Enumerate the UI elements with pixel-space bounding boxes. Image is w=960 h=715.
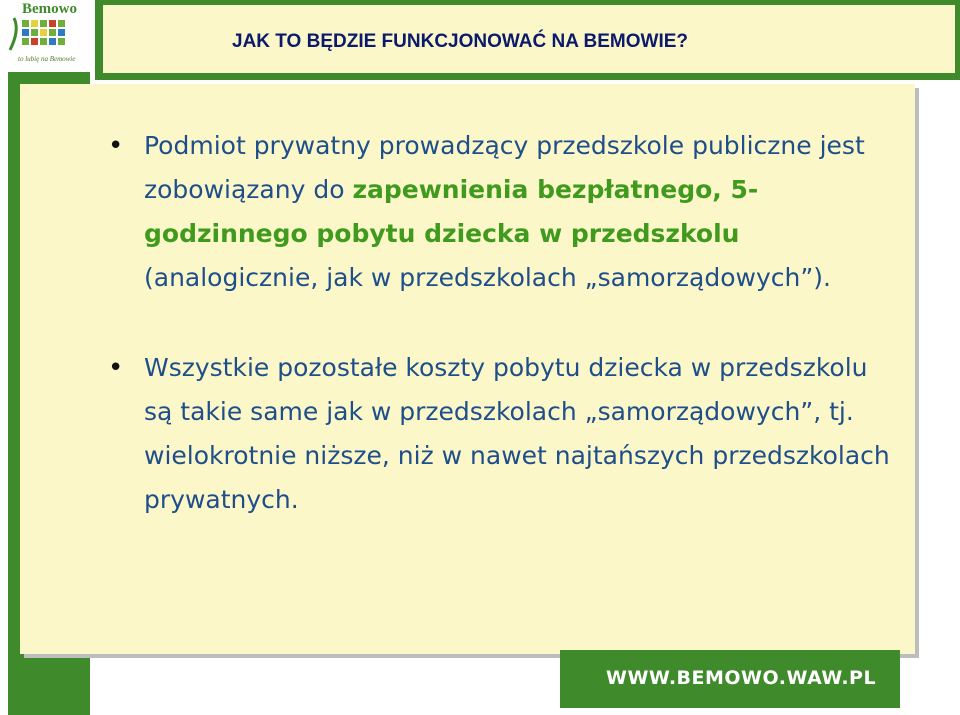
list-item [100, 124, 890, 300]
logo-name: Bemowo [22, 1, 77, 17]
bullet-icon: • [108, 353, 124, 383]
bullet-icon: • [108, 131, 124, 161]
bemowo-logo-icon [0, 0, 86, 72]
logo-tagline: to lubię na Bemowie [18, 55, 76, 63]
bullet-text-end: (analogicznie, jak w przedszkolach „samorządowych”). [144, 263, 831, 292]
bullet-list [100, 124, 890, 522]
bullet-highlight: zapewnienia bezpłatnego, 5-godzinnego pobytu dziecka w przedszkolu [144, 175, 759, 248]
bullet-text: Wszystkie pozostałe koszty pobytu dziecka w przedszkolu są takie same jak w przedszkolach „samorządowych”, tj. wielokrotnie niższe, niż w nawet najtańszych przedszkolach prywatnych. [144, 353, 890, 514]
bullet-text: Podmiot prywatny prowadzący przedszkole publiczne jest zobowiązany do [144, 131, 865, 204]
list-item [100, 346, 890, 522]
website-link[interactable]: WWW.BEMOWO.WAW.PL [606, 667, 877, 689]
page-title: JAK TO BĘDZIE FUNKCJONOWAĆ NA BEMOWIE? [232, 31, 689, 52]
